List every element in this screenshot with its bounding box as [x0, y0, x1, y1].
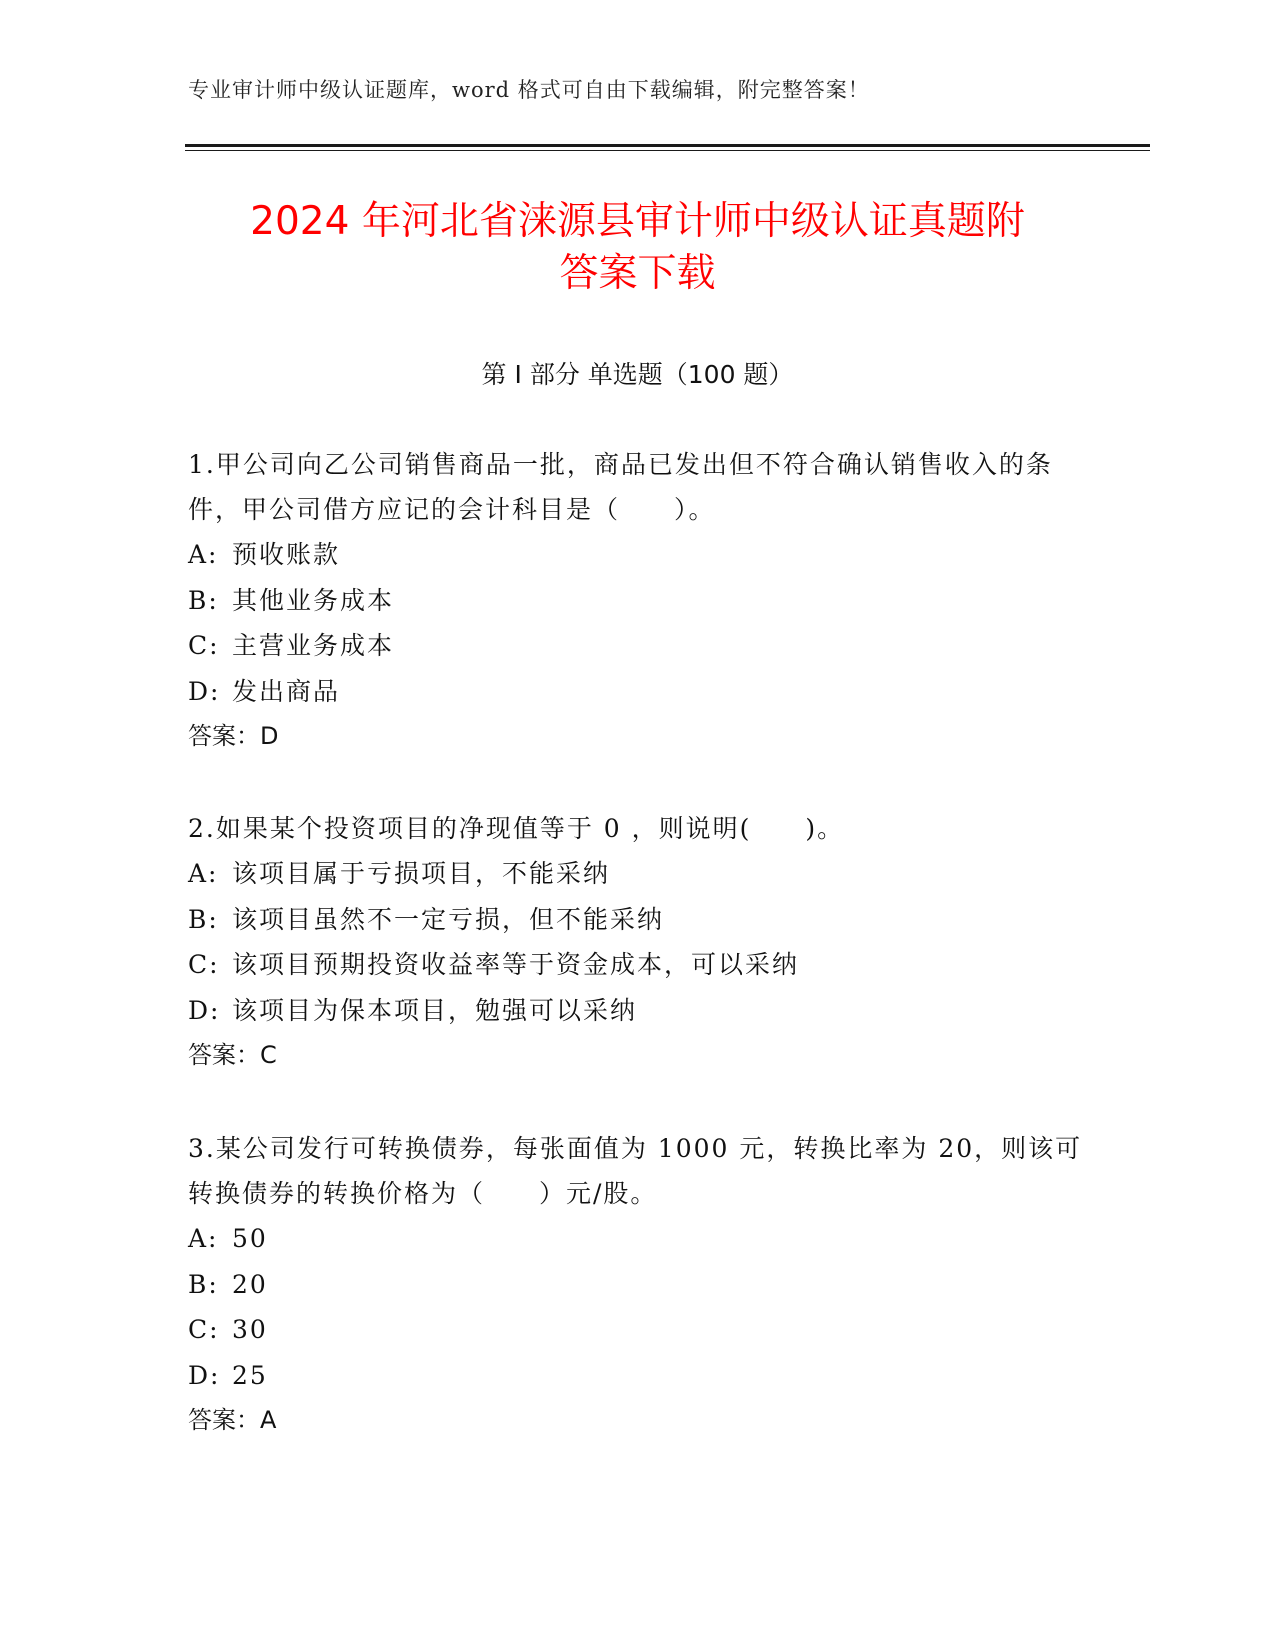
option-text: 20 — [232, 1269, 268, 1299]
option-key: B: — [188, 585, 219, 615]
option-text: 主营业务成本 — [232, 631, 395, 660]
option-key: D: — [188, 1360, 221, 1390]
option-text: 其他业务成本 — [232, 585, 395, 615]
option-text: 该项目预期投资收益率等于资金成本，可以采纳 — [232, 950, 800, 979]
document-title — [160, 196, 1115, 300]
question-2 — [188, 806, 1088, 1078]
answer-line: 答案：A — [188, 1406, 277, 1434]
option-b — [188, 897, 1088, 943]
option-text: 发出商品 — [232, 676, 341, 706]
option-b — [188, 1262, 1088, 1308]
option-key: A: — [188, 859, 219, 888]
option-key: A: — [188, 1224, 219, 1253]
option-text: 50 — [232, 1224, 268, 1253]
question-stem: 2.如果某个投资项目的净现值等于 0 ，则说明( )。 — [188, 814, 845, 843]
question-stem: 3.某公司发行可转换债券，每张面值为 1000 元，转换比率为 20，则该可转换债券的转换价格为（ ）元/股。 — [188, 1134, 1083, 1208]
answer-line: 答案：D — [188, 722, 279, 750]
option-key: A: — [188, 540, 219, 569]
section-title: 第 I 部分 单选题（100 题） — [481, 360, 794, 389]
option-a — [188, 1216, 1088, 1262]
option-b — [188, 578, 1088, 624]
document-title-line-2: 答案下载 — [559, 251, 716, 296]
option-key: B: — [188, 1269, 219, 1299]
option-text: 30 — [232, 1315, 268, 1344]
question-stem: 1.甲公司向乙公司销售商品一批，商品已发出但不符合确认销售收入的条件，甲公司借方应记的会计科目是（ ）。 — [188, 450, 1053, 524]
question-3 — [188, 1126, 1088, 1443]
option-key: B: — [188, 904, 219, 934]
answer-line: 答案：C — [188, 1041, 277, 1069]
option-c — [188, 942, 1088, 988]
option-text: 预收账款 — [232, 540, 341, 569]
option-text: 该项目属于亏损项目，不能采纳 — [232, 859, 611, 888]
question-1 — [188, 442, 1088, 759]
option-text: 该项目为保本项目，勉强可以采纳 — [232, 995, 638, 1025]
header-rule-thin — [185, 150, 1150, 151]
option-c — [188, 623, 1088, 669]
header-rule-thick — [185, 144, 1150, 147]
option-key: D: — [188, 995, 221, 1025]
option-a — [188, 532, 1088, 578]
option-d — [188, 669, 1088, 715]
option-c — [188, 1307, 1088, 1353]
option-text: 该项目虽然不一定亏损，但不能采纳 — [232, 904, 665, 934]
option-d — [188, 1353, 1088, 1399]
option-d — [188, 988, 1088, 1034]
header-note: 专业审计师中级认证题库，word 格式可自由下载编辑，附完整答案！ — [188, 78, 870, 102]
option-key: C: — [188, 950, 220, 979]
option-text: 25 — [232, 1360, 268, 1390]
option-key: D: — [188, 676, 221, 706]
document-title-line-1: 2024 年河北省涞源县审计师中级认证真题附 — [250, 199, 1025, 244]
option-key: C: — [188, 631, 220, 660]
option-key: C: — [188, 1315, 220, 1344]
option-a — [188, 851, 1088, 897]
